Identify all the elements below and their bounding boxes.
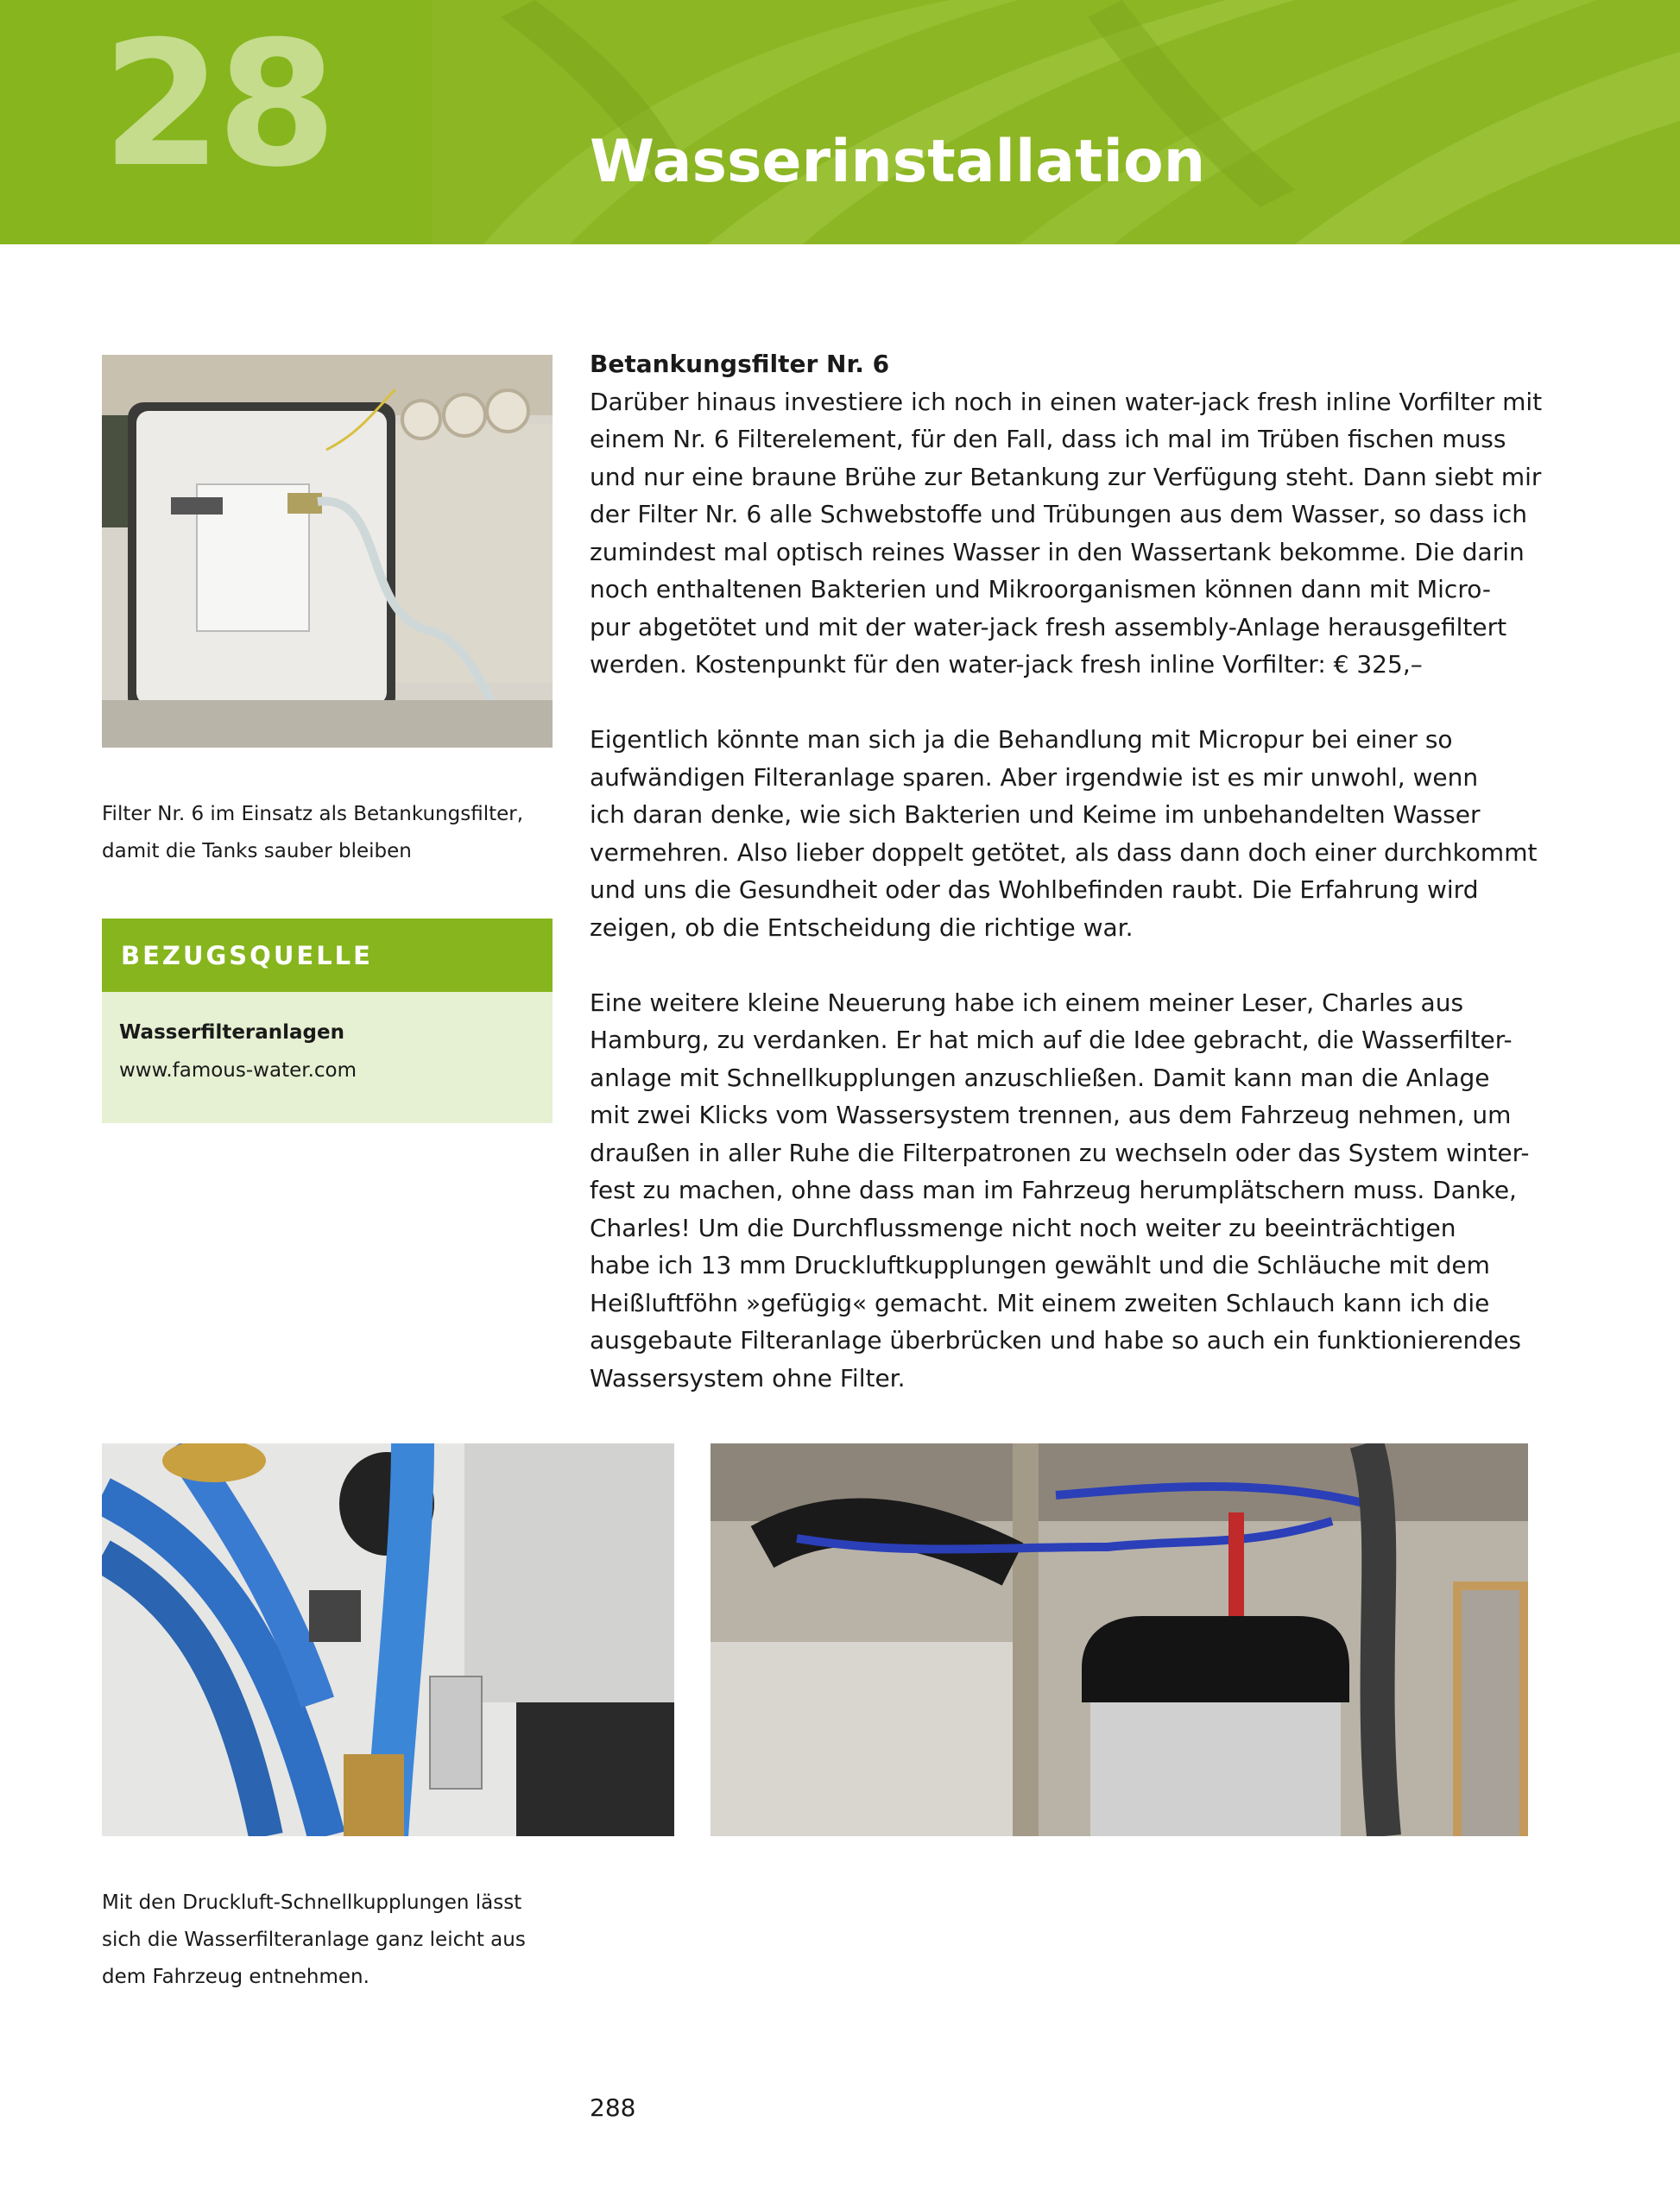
paragraph-line: zumindest mal optisch reines Wasser in den Wassertank bekomme. Die darin bbox=[590, 537, 1525, 566]
paragraph-line: vermehren. Also lieber doppelt getötet, als dass dann doch einer durchkommt bbox=[590, 837, 1538, 867]
caption-top bbox=[102, 796, 523, 870]
paragraph-line: Charles! Um die Durchflussmenge nicht noch weiter zu beeinträchtigen bbox=[590, 1213, 1456, 1242]
caption-bottom-line: sich die Wasserfilteranlage ganz leicht aus bbox=[102, 1929, 526, 1951]
section-heading: Betankungsfilter Nr. 6 bbox=[590, 350, 890, 378]
paragraph-line: werden. Kostenpunkt für den water-jack fresh inline Vorfilter: € 325,– bbox=[590, 650, 1423, 679]
caption-bottom bbox=[102, 1885, 526, 1996]
page-number: 288 bbox=[590, 2093, 636, 2122]
paragraph-line: ich daran denke, wie sich Bakterien und Keime im unbehandelten Wasser bbox=[590, 800, 1481, 829]
source-box-heading: BEZUGSQUELLE bbox=[121, 941, 373, 970]
caption-top-line: damit die Tanks sauber bleiben bbox=[102, 840, 412, 862]
chapter-number-box bbox=[0, 0, 432, 244]
paragraph-line: fest zu machen, ohne dass man im Fahrzeug herumplätschern muss. Danke, bbox=[590, 1176, 1517, 1204]
photo-schnellkupplungen bbox=[102, 1443, 674, 1836]
paragraph-line: habe ich 13 mm Druckluftkupplungen gewählt und die Schläuche mit dem bbox=[590, 1251, 1490, 1279]
main-text bbox=[590, 345, 1543, 1397]
paragraph-line: aufwändigen Filteranlage sparen. Aber irgendwie ist es mir unwohl, wenn bbox=[590, 762, 1479, 792]
paragraph-line: pur abgetötet und mit der water-jack fresh assembly-Anlage herausgefiltert bbox=[590, 612, 1507, 641]
paragraph-line: und uns die Gesundheit oder das Wohlbefinden raubt. Die Erfahrung wird bbox=[590, 875, 1479, 904]
paragraph-line: ausgebaute Filteranlage überbrücken und habe so auch ein funktionierendes bbox=[590, 1326, 1521, 1354]
photo-betankungsfilter bbox=[102, 355, 553, 748]
source-item-title: Wasserfilteranlagen bbox=[119, 1021, 344, 1044]
paragraph-line: draußen in aller Ruhe die Filterpatronen zu wechseln oder das System winter- bbox=[590, 1138, 1530, 1167]
caption-bottom-line: Mit den Druckluft-Schnellkupplungen lässt bbox=[102, 1891, 522, 1914]
paragraph-line: noch enthaltenen Bakterien und Mikroorganismen können dann mit Micro- bbox=[590, 575, 1491, 603]
paragraph-gap bbox=[590, 946, 1539, 984]
paragraph-line: Eine weitere kleine Neuerung habe ich einem meiner Leser, Charles aus bbox=[590, 988, 1464, 1017]
paragraph-line: Darüber hinaus investiere ich noch in einen water-jack fresh inline Vorfilter mit bbox=[590, 387, 1543, 416]
paragraph-line: Hamburg, zu verdanken. Er hat mich auf die Idee gebracht, die Wasserfilter- bbox=[590, 1026, 1513, 1054]
paragraph-line: anlage mit Schnellkupplungen anzuschließen. Damit kann man die Anlage bbox=[590, 1063, 1490, 1092]
source-item-url[interactable]: www.famous-water.com bbox=[119, 1059, 357, 1082]
caption-top-line: Filter Nr. 6 im Einsatz als Betankungsfilter, bbox=[102, 803, 524, 825]
paragraph-line: der Filter Nr. 6 alle Schwebstoffe und Trübungen aus dem Wasser, so dass ich bbox=[590, 500, 1528, 528]
source-box-header bbox=[102, 919, 553, 992]
caption-bottom-line: dem Fahrzeug entnehmen. bbox=[102, 1966, 369, 1988]
paragraph-line: einem Nr. 6 Filterelement, für den Fall, dass ich mal im Trüben fischen muss bbox=[590, 425, 1506, 453]
paragraph-line: mit zwei Klicks vom Wassersystem trennen, aus dem Fahrzeug nehmen, um bbox=[590, 1101, 1512, 1129]
chapter-title: Wasserinstallation bbox=[590, 128, 1206, 196]
chapter-header bbox=[0, 0, 1680, 244]
paragraph-gap bbox=[590, 684, 1539, 722]
paragraph-line: Eigentlich könnte man sich ja die Behandlung mit Micropur bei einer so bbox=[590, 725, 1453, 754]
paragraph-line: Heißluftföhn »gefügig« gemacht. Mit einem zweiten Schlauch kann ich die bbox=[590, 1288, 1490, 1317]
paragraph-line: zeigen, ob die Entscheidung die richtige war. bbox=[590, 912, 1134, 942]
photo-wasserfilteranlage bbox=[711, 1443, 1528, 1836]
paragraph-line: und nur eine braune Brühe zur Betankung zur Verfügung steht. Dann siebt mir bbox=[590, 462, 1542, 491]
paragraph-line: Wassersystem ohne Filter. bbox=[590, 1363, 906, 1392]
source-box bbox=[102, 992, 553, 1123]
chapter-number: 28 bbox=[102, 4, 332, 205]
